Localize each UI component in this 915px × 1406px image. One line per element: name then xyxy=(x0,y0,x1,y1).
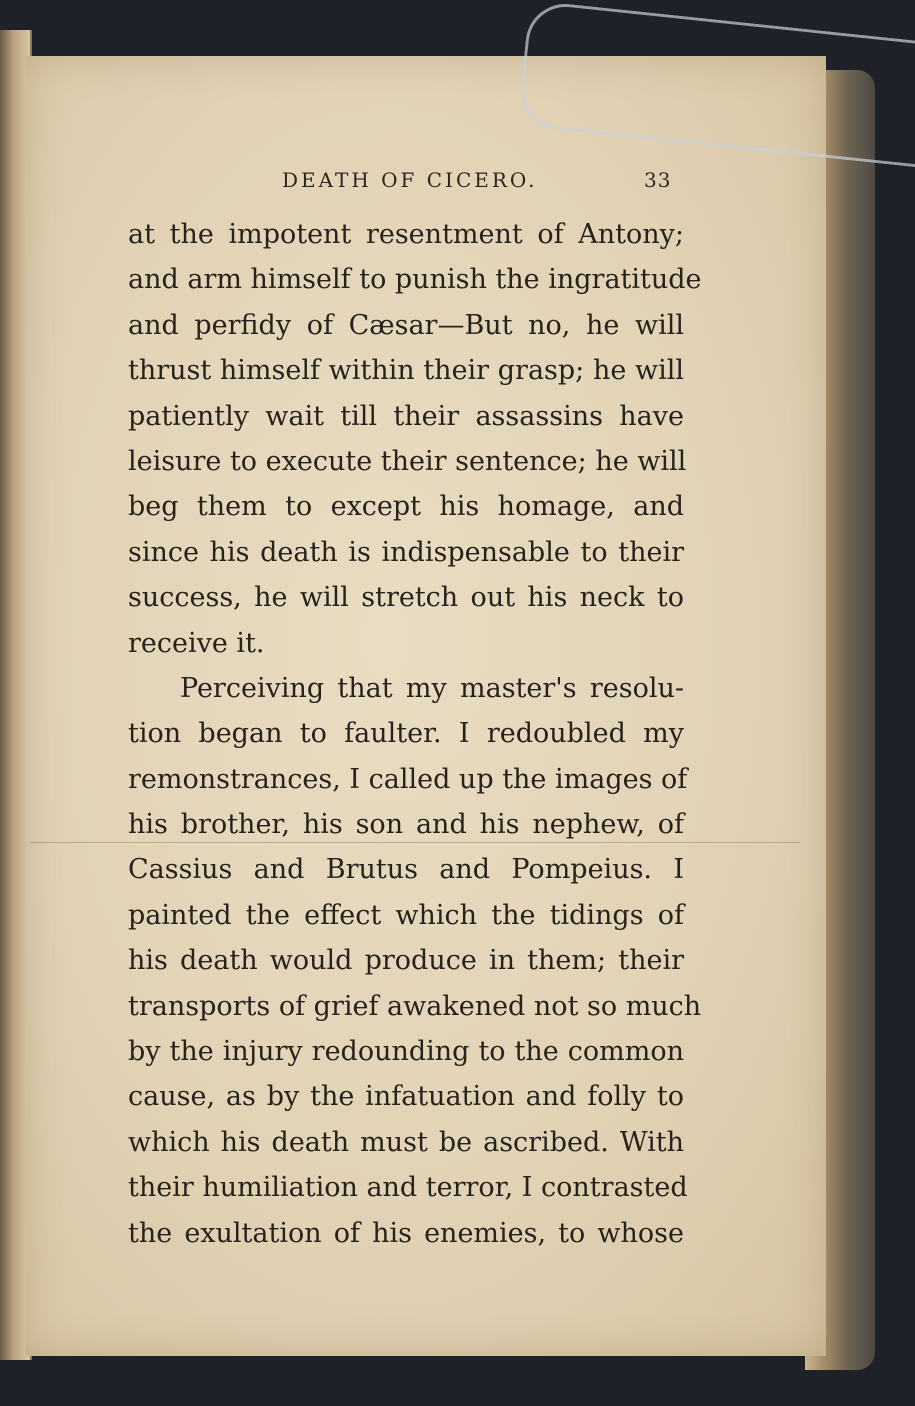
text-line: remonstrances, I called up the images of xyxy=(128,763,688,795)
text-line: painted the effect which the tidings of xyxy=(128,899,684,931)
text-line: which his death must be ascribed. With xyxy=(128,1126,684,1158)
page-header xyxy=(0,168,915,198)
text-line: Cassius and Brutus and Pompeius. I xyxy=(128,854,684,886)
text-line: the exultation of his enemies, to whose xyxy=(128,1217,684,1249)
text-line: and perfidy of Cæsar—But no, he will xyxy=(128,309,684,341)
text-line: their humiliation and terror, I contrasted xyxy=(128,1172,688,1204)
text-line: his death would produce in them; their xyxy=(128,945,684,977)
text-line: transports of grief awakened not so much xyxy=(128,990,702,1022)
text-line: success, he will stretch out his neck to xyxy=(128,582,684,614)
page-number: 33 xyxy=(644,168,672,192)
text-line: beg them to except his homage, and xyxy=(128,491,684,523)
text-line: cause, as by the infatuation and folly to xyxy=(128,1081,684,1113)
text-line: receive it. xyxy=(128,627,265,659)
body-text xyxy=(128,212,702,1256)
text-line: since his death is indispensable to their xyxy=(128,536,684,568)
text-line: patiently wait till their assassins have xyxy=(128,400,684,432)
text-line: tion began to faulter. I redoubled my xyxy=(128,718,684,750)
text-line: leisure to execute their sentence; he will xyxy=(128,445,687,477)
text-line: his brother, his son and his nephew, of xyxy=(128,809,684,841)
text-line: by the injury redounding to the common xyxy=(128,1036,684,1068)
text-line: Perceiving that my master's resolu- xyxy=(180,672,684,704)
text-line: at the impotent resentment of Antony; xyxy=(128,219,684,250)
text-line: and arm himself to punish the ingratitude xyxy=(128,264,702,296)
text-line: thrust himself within their grasp; he will xyxy=(128,355,684,387)
running-head: DEATH OF CICERO. xyxy=(282,168,538,192)
